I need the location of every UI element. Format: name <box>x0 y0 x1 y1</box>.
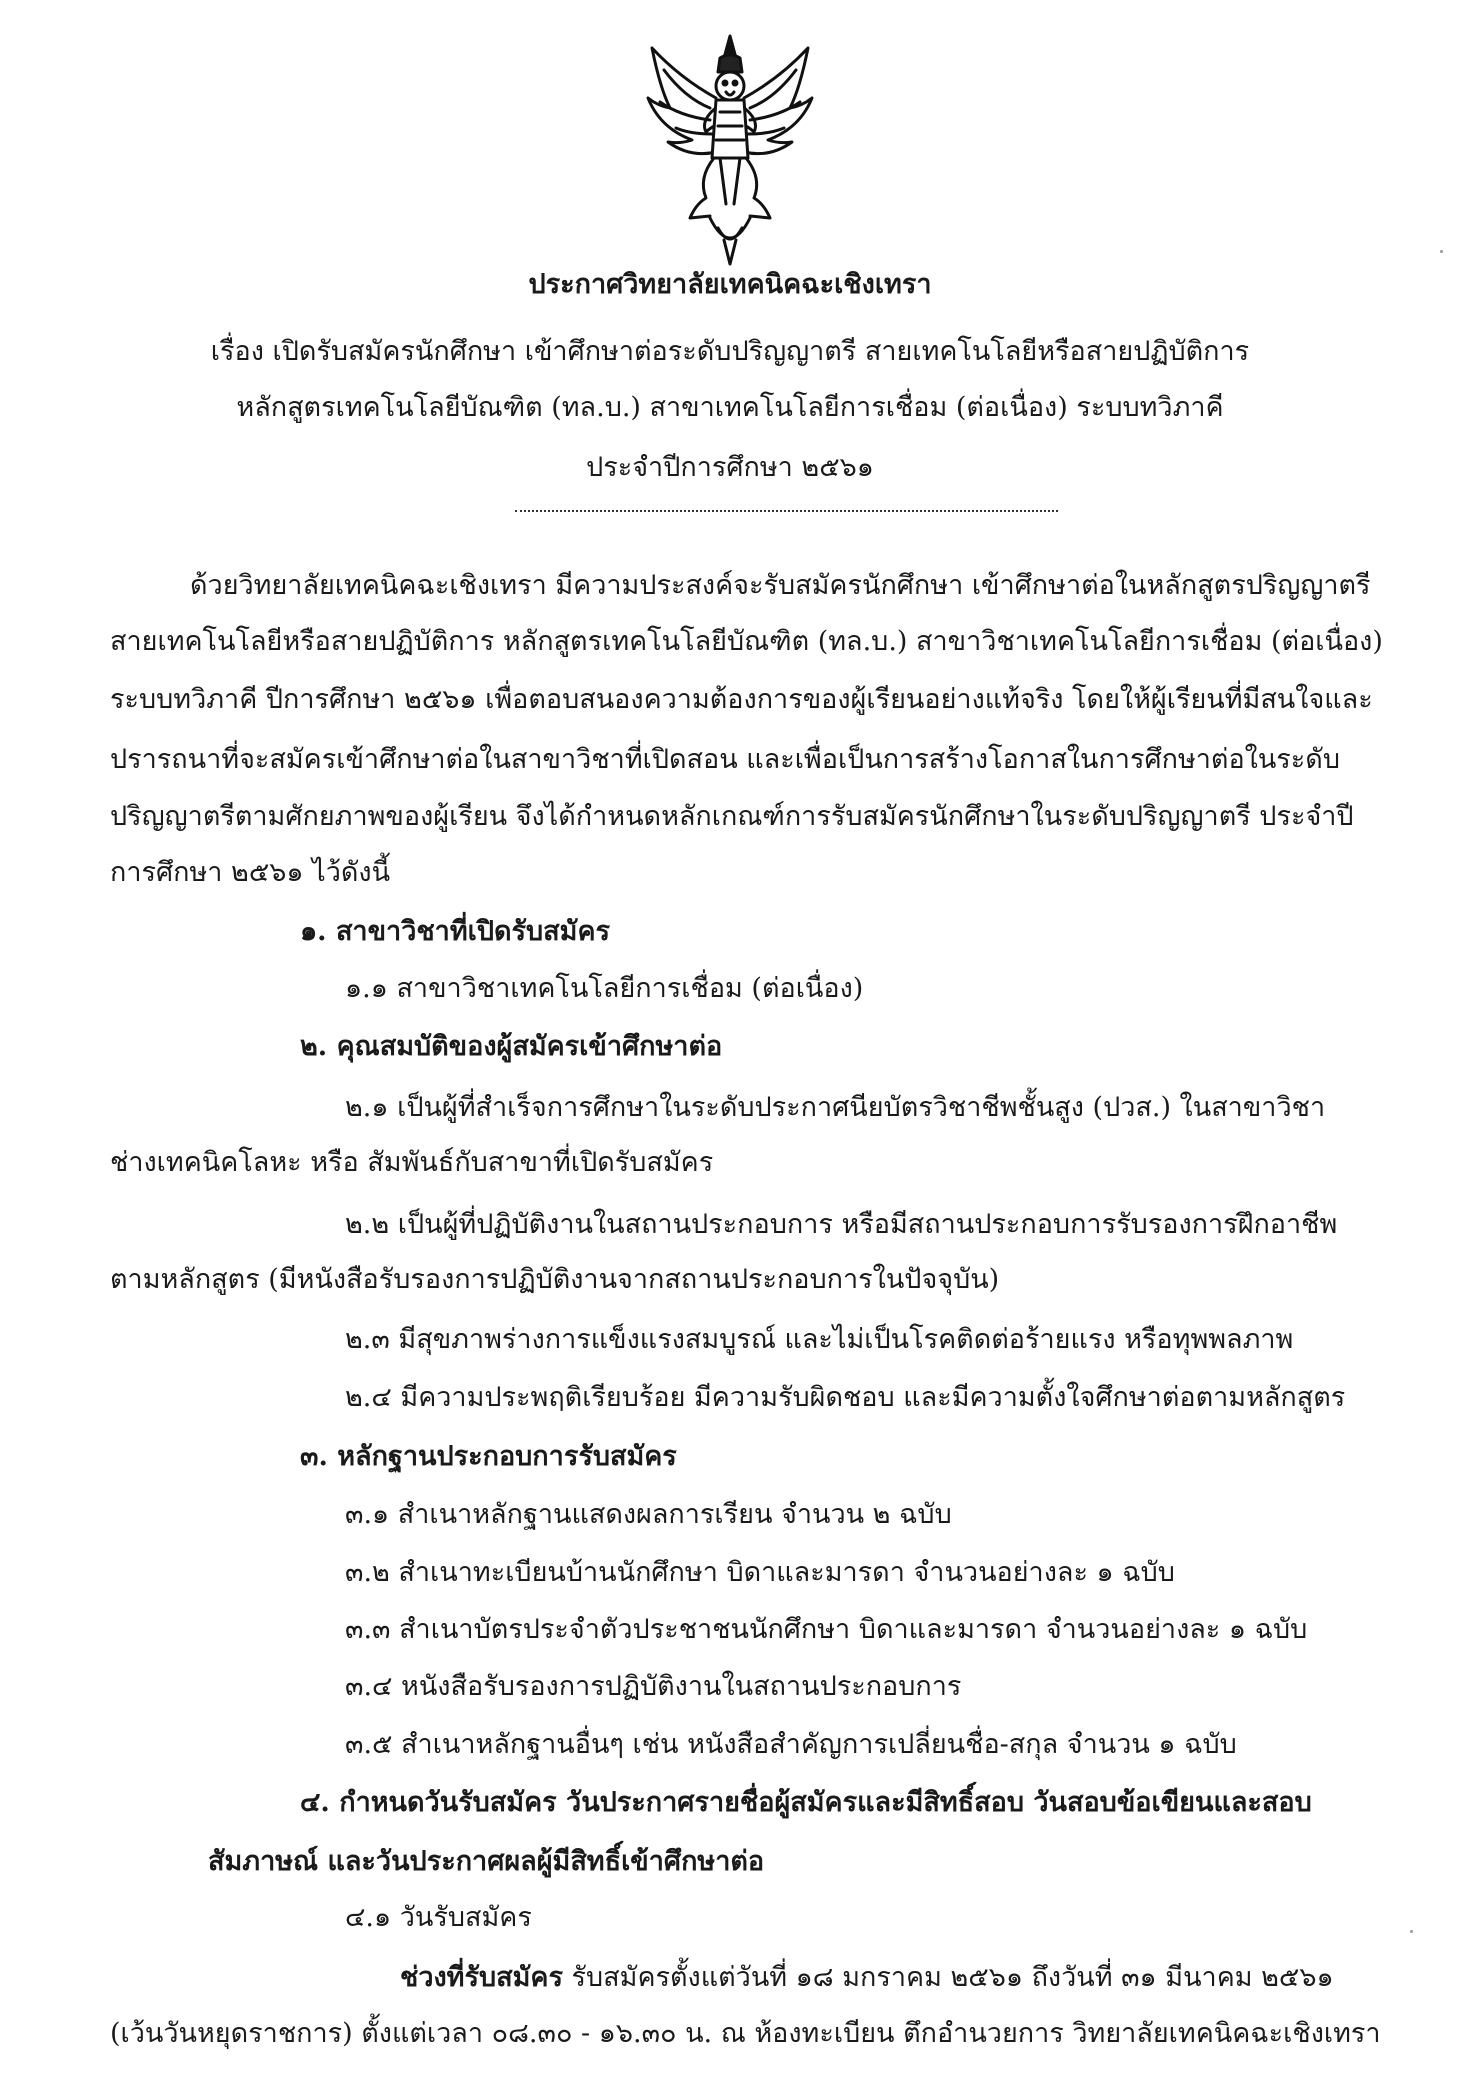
intro-line: สายเทคโนโลยีหรือสายปฏิบัติการ หลักสูตรเทคโนโลยีบัณฑิต (ทล.บ.) สาขาวิชาเทคโนโลยีการเชื่อม (ต่อเนื่อง) <box>110 626 1383 657</box>
announcement-subject: เรื่อง เปิดรับสมัครนักศึกษา เข้าศึกษาต่อระดับปริญญาตรี สายเทคโนโลยีหรือสายปฏิบัติการ <box>210 336 1250 367</box>
section-2-item: ช่างเทคนิคโลหะ หรือ สัมพันธ์กับสาขาที่เปิดรับสมัคร <box>110 1147 714 1178</box>
section-2-item: ตามหลักสูตร (มีหนังสือรับรองการปฏิบัติงานจากสถานประกอบการในปัจจุบัน) <box>110 1264 1000 1295</box>
intro-line: ด้วยวิทยาลัยเทคนิคฉะเชิงเทรา มีความประสงค์จะรับสมัครนักศึกษา เข้าศึกษาต่อในหลักสูตรปริญญาตรี <box>190 570 1371 601</box>
section-2-heading: ๒. คุณสมบัติของผู้สมัครเข้าศึกษาต่อ <box>300 1031 723 1062</box>
dotted-divider <box>515 510 1058 512</box>
section-3-heading: ๓. หลักฐานประกอบการรับสมัคร <box>300 1441 677 1472</box>
scan-speck <box>1410 1930 1413 1933</box>
application-period-line <box>400 1958 1334 1998</box>
section-1-heading: ๑. สาขาวิชาที่เปิดรับสมัคร <box>300 916 611 947</box>
intro-line: ปริญญาตรีตามศักยภาพของผู้เรียน จึงได้กำหนดหลักเกณฑ์การรับสมัครนักศึกษาในระดับปริญญาตรี ประจำปี <box>110 801 1354 832</box>
intro-line: การศึกษา ๒๕๖๑ ไว้ดังนี้ <box>110 857 391 888</box>
section-2-item: ๒.๓ มีสุขภาพร่างการแข็งแรงสมบูรณ์ และไม่เป็นโรคติดต่อร้ายแรง หรือทุพพลภาพ <box>345 1324 1294 1355</box>
announcement-title: ประกาศวิทยาลัยเทคนิคฉะเชิงเทรา <box>528 269 932 300</box>
section-2-item: ๒.๑ เป็นผู้ที่สำเร็จการศึกษาในระดับประกาศนียบัตรวิชาชีพชั้นสูง (ปวส.) ในสาขาวิชา <box>345 1092 1326 1123</box>
section-3-item: ๓.๓ สำเนาบัตรประจำตัวประชาชนนักศึกษา บิดาและมารดา จำนวนอย่างละ ๑ ฉบับ <box>345 1614 1308 1645</box>
section-4-heading: ๔. กำหนดวันรับสมัคร วันประกาศรายชื่อผู้สมัครและมีสิทธิ์สอบ วันสอบข้อเขียนและสอบ <box>300 1787 1312 1818</box>
intro-line: ระบบทวิภาคี ปีการศึกษา ๒๕๖๑ เพื่อตอบสนองความต้องการของผู้เรียนอย่างแท้จริง โดยให้ผู้เรียนที่มีสนใจและ <box>110 684 1373 715</box>
section-2-item: ๒.๔ มีความประพฤติเรียบร้อย มีความรับผิดชอบ และมีความตั้งใจศึกษาต่อตามหลักสูตร <box>345 1382 1346 1413</box>
section-3-item: ๓.๔ หนังสือรับรองการปฏิบัติงานในสถานประกอบการ <box>345 1671 962 1702</box>
section-4-heading: สัมภาษณ์ และวันประกาศผลผู้มีสิทธิ์เข้าศึกษาต่อ <box>208 1846 765 1877</box>
section-2-item: ๒.๒ เป็นผู้ที่ปฏิบัติงานในสถานประกอบการ หรือมีสถานประกอบการรับรองการฝึกอาชีพ <box>345 1209 1338 1240</box>
section-1-item: ๑.๑ สาขาวิชาเทคโนโลยีการเชื่อม (ต่อเนื่อง) <box>345 973 864 1004</box>
section-3-item: ๓.๑ สำเนาหลักฐานแสดงผลการเรียน จำนวน ๒ ฉบับ <box>345 1499 952 1530</box>
section-3-item: ๓.๒ สำเนาทะเบียนบ้านนักศึกษา บิดาและมารดา จำนวนอย่างละ ๑ ฉบับ <box>345 1557 1175 1588</box>
garuda-emblem-icon <box>640 28 820 268</box>
intro-line: ปรารถนาที่จะสมัครเข้าศึกษาต่อในสาขาวิชาที่เปิดสอน และเพื่อเป็นการสร้างโอกาสในการศึกษาต่อในระดับ <box>110 744 1340 775</box>
application-period-text: รับสมัครตั้งแต่วันที่ ๑๘ มกราคม ๒๕๖๑ ถึงวันที่ ๓๑ มีนาคม ๒๕๖๑ <box>562 1962 1334 1993</box>
application-period-label: ช่วงที่รับสมัคร <box>400 1962 563 1993</box>
scan-speck <box>1440 250 1443 253</box>
announcement-program: หลักสูตรเทคโนโลยีบัณฑิต (ทล.บ.) สาขาเทคโนโลยีการเชื่อม (ต่อเนื่อง) ระบบทวิภาคี <box>236 392 1224 423</box>
section-4-item: ๔.๑ วันรับสมัคร <box>345 1902 532 1933</box>
section-3-item: ๓.๕ สำเนาหลักฐานอื่นๆ เช่น หนังสือสำคัญการเปลี่ยนชื่อ-สกุล จำนวน ๑ ฉบับ <box>345 1729 1237 1760</box>
announcement-year: ประจำปีการศึกษา ๒๕๖๑ <box>586 452 874 483</box>
application-time-line: (เว้นวันหยุดราชการ) ตั้งแต่เวลา ๐๘.๓๐ - ๑๖.๓๐ น. ณ ห้องทะเบียน ตึกอำนวยการ วิทยาลัยเทคนิคฉะเชิงเทรา <box>110 2018 1381 2049</box>
